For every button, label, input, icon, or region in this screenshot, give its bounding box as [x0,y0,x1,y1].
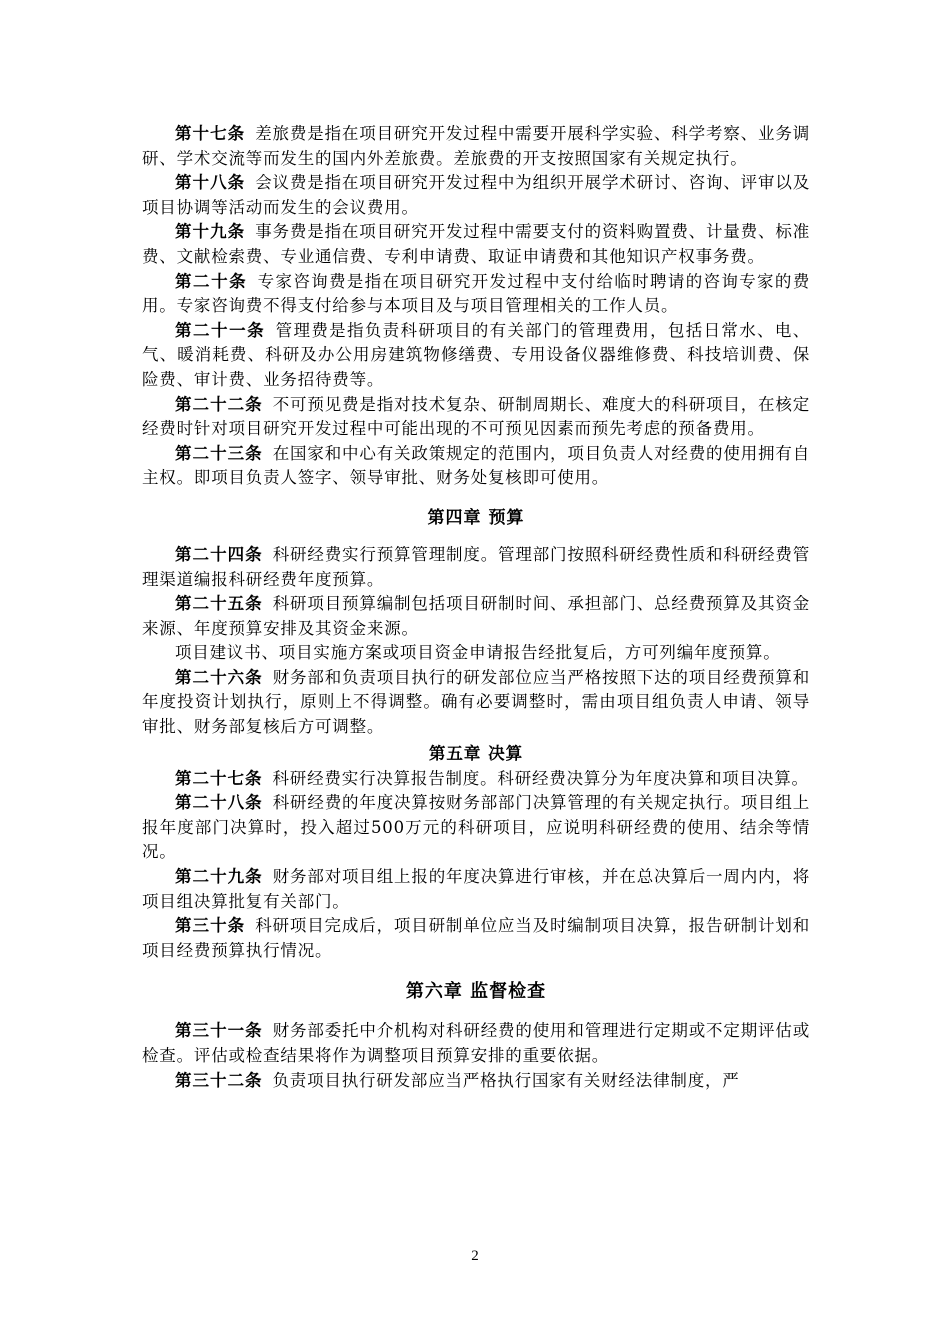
chapter-5-heading: 第五章 决算 [428,743,524,763]
article-title: 第二十九条 [175,867,263,887]
article-text: 不可预见费是指对技术复杂、研制周期长、难度大的科研项目，在核定经费时针对项目研究开发过程中可能出现的不可预见因素而预先考虑的预备费用。 [142,394,810,439]
page-number: 2 [471,1248,479,1264]
article-27 [142,767,810,792]
article-text: 差旅费是指在项目研究开发过程中需要开展科学实验、科学考察、业务调研、学术交流等而发生的国内外差旅费。差旅费的开支按照国家有关规定执行。 [142,124,810,168]
article-text: 在国家和中心有关政策规定的范围内，项目负责人对经费的使用拥有自主权。即项目负责人签字、领导审批、财务处复核即可使用。 [142,443,810,488]
article-title: 第二十四条 [175,544,263,564]
article-title: 第十九条 [175,222,246,242]
article-text: 专家咨询费是指在项目研究开发过程中支付给临时聘请的咨询专家的费用。专家咨询费不得支付给参与本项目及与项目管理相关的工作人员。 [142,271,810,316]
document-body [142,122,810,1093]
article-23 [142,442,810,491]
article-21 [142,319,810,393]
article-text: 财务部和负责项目执行的研发部位应当严格按照下达的项目经费预算和年度投资计划执行，原则上不得调整。确有必要调整时，需由项目组负责人申请、领导审批、财务部复核后方可调整。 [142,667,810,737]
article-title: 第三十条 [175,916,246,936]
chapter-6-heading: 第六章 监督检查 [405,981,547,1003]
article-26 [142,666,810,740]
article-text: 负责项目执行研发部应当严格执行国家有关财经法律制度，严 [272,1070,740,1090]
article-title: 第二十六条 [175,667,263,687]
article-title: 第二十条 [175,271,248,291]
article-25 [142,592,810,641]
article-text: 财务部委托中介机构对科研经费的使用和管理进行定期或不定期评估或检查。评估或检查结果将作为调整项目预算安排的重要依据。 [142,1021,810,1065]
article-title: 第十八条 [175,173,246,193]
article-text: 会议费是指在项目研究开发过程中为组织开展学术研讨、咨询、评审以及项目协调等活动而发生的会议费用。 [142,173,810,217]
article-18 [142,171,810,220]
article-text: 科研经费实行决算报告制度。科研经费决算分为年度决算和项目决算。 [272,768,809,788]
article-17 [142,122,810,171]
article-text: 财务部对项目组上报的年度决算进行审核，并在总决算后一周内内，将项目组决算批复有关部门。 [142,867,810,911]
article-title: 第二十一条 [175,320,266,340]
article-22 [142,393,810,442]
article-title: 第二十八条 [175,793,263,813]
article-text: 科研项目预算编制包括项目研制时间、承担部门、总经费预算及其资金来源、年度预算安排及其资金来源。 [142,594,810,638]
article-29 [142,865,810,914]
article-text: 事务费是指在项目研究开发过程中需要支付的资料购置费、计量费、标准费、文献检索费、专业通信费、专利申请费、取证申请费和其他知识产权事务费。 [142,222,810,266]
article-title: 第三十一条 [175,1021,263,1041]
article-title: 第二十七条 [175,768,263,788]
article-title: 第二十五条 [175,594,263,614]
article-title: 第二十二条 [175,394,263,414]
article-28 [142,791,810,865]
article-title: 第十七条 [175,124,246,143]
article-title: 第二十三条 [175,443,263,463]
article-text: 科研经费实行预算管理制度。管理部门按照科研经费性质和科研经费管理渠道编报科研经费年度预算。 [142,544,810,589]
article-text: 科研项目完成后，项目研制单位应当及时编制项目决算，报告研制计划和项目经费预算执行情况。 [142,916,810,960]
article-20 [142,270,810,319]
article-32 [142,1069,810,1094]
article-31 [142,1019,810,1068]
article-24 [142,543,810,592]
article-text: 科研经费的年度决算按财务部部门决算管理的有关规定执行。项目组上报年度部门决算时，投入超过500万元的科研项目，应说明科研经费的使用、结余等情况。 [142,793,810,862]
article-text: 管理费是指负责科研项目的有关部门的管理费用，包括日常水、电、气、暖消耗费、科研及办公用房建筑物修缮费、专用设备仪器维修费、科技培训费、保险费、审计费、业务招待费等。 [142,320,811,389]
article-19 [142,220,810,269]
article-30 [142,914,810,963]
article-title: 第三十二条 [175,1070,263,1090]
article-25-note: 项目建议书、项目实施方案或项目资金申请报告经批复后，方可列编年度预算。 [175,643,781,663]
chapter-4-heading: 第四章 预算 [427,507,525,528]
